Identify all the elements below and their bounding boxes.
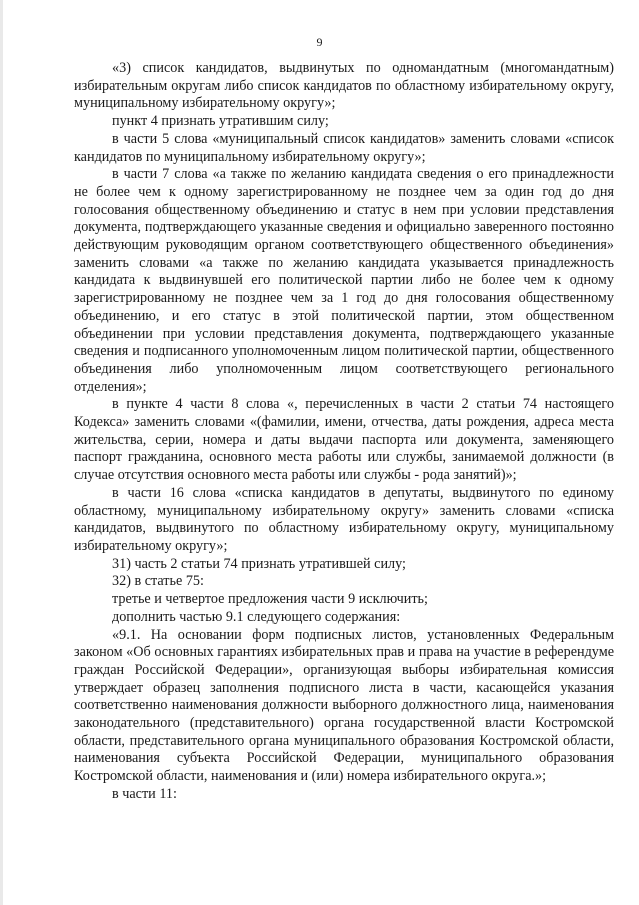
- paragraph-part-11: в части 11:: [112, 785, 177, 802]
- paragraph-add-part-9-1: дополнить частью 9.1 следующего содержания:: [112, 608, 401, 625]
- paragraph-item-32: 32) в статье 75:: [112, 573, 204, 590]
- paragraph-part-7: в части 7 слова «а также по желанию кандидата сведения о его принадлежности не более чем к одному зарегистрированному не позднее чем за один год до дня голосования общественному объединению и статус в нем при условии представления документа, подтверждающего указанные сведения и официально заверенного постоянно действующим руководящим органом соответствующего общественного объединения» заменить словами «а также по желанию кандидата указывается принадлежность кандидата к выдвинувшей его политической партии либо не более чем к одному зарегистрированному не позднее чем за 1 год до дня голосования общественному объединению, и его статус в этой политической партии, этом общественном объединении при условии представления документа, подтверждающего указанные сведения и подписанного уполномоченным лицом политической партии, общественного объединения либо уполномоченным лицом соответствующего регионального отделения»;: [74, 166, 614, 395]
- paragraph-point-4-repealed: пункт 4 признать утратившим силу;: [112, 113, 329, 130]
- paragraph-part-8-point-4: в пункте 4 части 8 слова «, перечисленных в части 2 статьи 74 настоящего Кодекса» заменить словами «(фамилии, имени, отчества, даты рождения, адреса места жительства, серии, номера и даты выдачи паспорта или документа, заменяющего паспорт гражданина, основного места работы или службы, занимаемой должности (в случае отсутствия основного места работы или службы - рода занятий)»;: [74, 396, 614, 484]
- paragraph-part-9-1-text: «9.1. На основании форм подписных листов, установленных Федеральным законом «Об основных гарантиях избирательных прав и права на участие в референдуме граждан Российской Федерации», организующая выборы избирательная комиссия утверждает образец заполнения подписного листа в части, касающейся указания соответственно наименования должности выборного должностного лица, наименования законодательного (представительного) органа государственной власти Костромской области, представительного органа муниципального образования Костромской области, наименования субъекта Российской Федерации, муниципального образования Костромской области, наименования и (или) номера избирательного округа.»;: [74, 626, 614, 785]
- scan-edge: [0, 0, 3, 905]
- paragraph-part-9-exclusion: третье и четвертое предложения части 9 исключить;: [112, 591, 428, 608]
- paragraph-part-5: в части 5 слова «муниципальный список кандидатов» заменить словами «список кандидатов по муниципальному избирательному округу»;: [74, 130, 614, 165]
- page-number: 9: [316, 35, 323, 49]
- paragraph-item-31: 31) часть 2 статьи 74 признать утратившей силу;: [112, 555, 406, 572]
- paragraph-item-3: «3) список кандидатов, выдвинутых по одномандатным (многомандатным) избирательным округам либо список кандидатов по областному избирательному округу, муниципальному избирательному округу»;: [74, 60, 614, 112]
- paragraph-part-16: в части 16 слова «списка кандидатов в депутаты, выдвинутого по единому областному, муниципальному избирательному округу» заменить словами «списка кандидатов, выдвинутого по областному избирательному округу, муниципальному избирательному округу»;: [74, 484, 614, 554]
- document-body: [74, 60, 614, 804]
